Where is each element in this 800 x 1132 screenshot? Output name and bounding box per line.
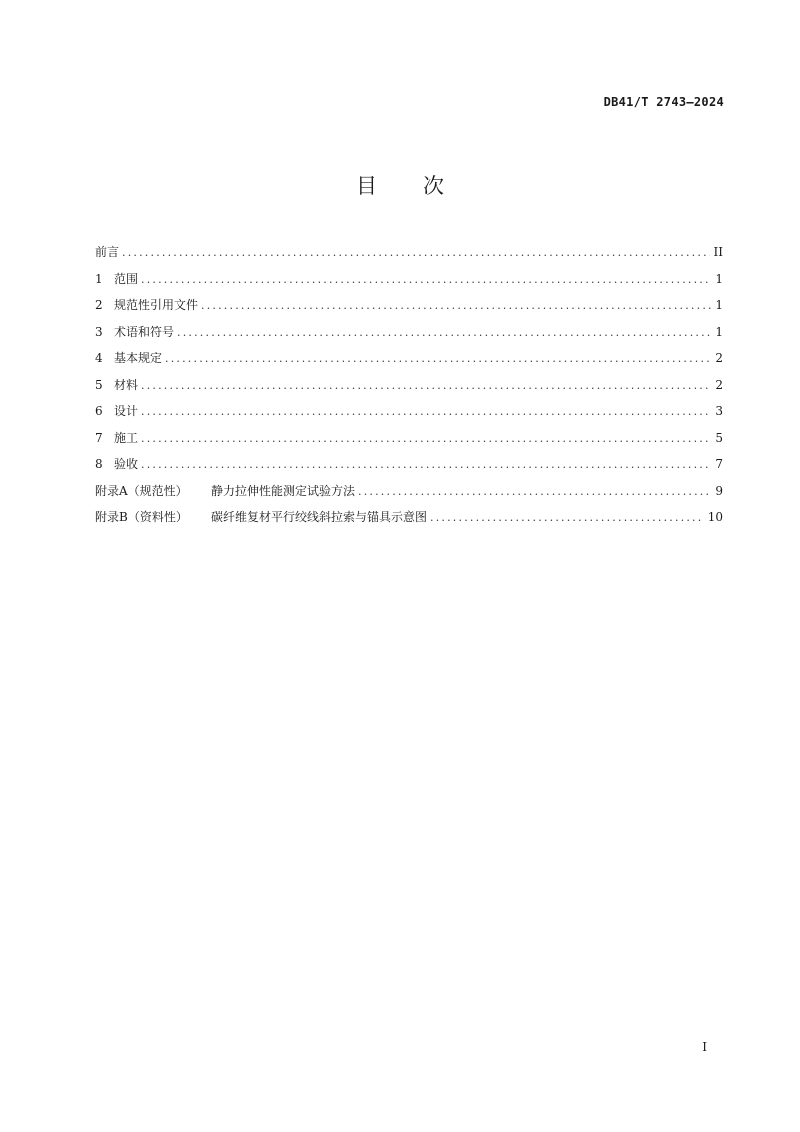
toc-leader-dots <box>141 429 711 449</box>
toc-entry-page: 10 <box>707 510 723 524</box>
table-of-contents <box>95 242 723 534</box>
toc-entry-design[interactable] <box>95 401 723 428</box>
toc-leader-dots <box>177 323 711 343</box>
toc-entry-terms-symbols[interactable] <box>95 322 723 349</box>
toc-entry-number: 8 <box>95 457 103 471</box>
toc-entry-label: 前言 <box>95 245 120 259</box>
toc-leader-dots <box>141 270 711 290</box>
toc-entry-page: II <box>713 245 723 259</box>
toc-leader-dots <box>201 296 711 316</box>
toc-entry-acceptance[interactable] <box>95 454 723 481</box>
toc-entry-page: 2 <box>715 351 723 365</box>
toc-entry-appendix-b[interactable] <box>95 507 723 534</box>
toc-leader-dots <box>430 508 704 528</box>
toc-appendix-title: 静力拉伸性能测定试验方法 <box>211 483 356 498</box>
toc-entry-page: 1 <box>715 324 723 339</box>
toc-leader-dots <box>165 349 711 369</box>
toc-appendix-title: 碳纤维复材平行绞线斜拉索与锚具示意图 <box>211 510 428 524</box>
toc-entry-basic-provisions[interactable] <box>95 348 723 375</box>
toc-appendix-label: 附录B（资料性） <box>95 510 188 524</box>
toc-appendix-label: 附录A（规范性） <box>95 483 188 498</box>
toc-entry-label: 术语和符号 <box>114 324 175 339</box>
toc-entry-scope[interactable] <box>95 269 723 296</box>
toc-entry-construction[interactable] <box>95 428 723 455</box>
toc-entry-label: 施工 <box>114 430 139 445</box>
page-number: I <box>702 1040 707 1054</box>
standard-code: DB41/T 2743—2024 <box>603 95 724 109</box>
toc-leader-dots <box>141 376 711 396</box>
toc-entry-label: 材料 <box>114 377 139 392</box>
toc-entry-page: 2 <box>715 377 723 392</box>
toc-entry-appendix-a[interactable] <box>95 481 723 508</box>
toc-entry-foreword[interactable] <box>95 242 723 269</box>
toc-entry-number: 2 <box>95 298 103 312</box>
toc-entry-label: 规范性引用文件 <box>114 298 199 312</box>
toc-entry-page: 1 <box>715 298 723 312</box>
toc-entry-label: 范围 <box>114 271 139 286</box>
toc-entry-number: 1 <box>95 271 103 286</box>
toc-leader-dots <box>122 243 710 263</box>
toc-leader-dots <box>141 455 711 475</box>
toc-entry-number: 6 <box>95 404 103 418</box>
toc-entry-number: 5 <box>95 377 103 392</box>
toc-entry-page: 3 <box>715 404 723 418</box>
toc-entry-page: 5 <box>715 430 723 445</box>
toc-entry-page: 1 <box>715 271 723 286</box>
toc-entry-number: 4 <box>95 351 103 365</box>
toc-entry-materials[interactable] <box>95 375 723 402</box>
toc-entry-label: 设计 <box>114 404 139 418</box>
toc-leader-dots <box>358 482 711 502</box>
toc-entry-page: 7 <box>715 457 723 471</box>
toc-entry-normative-references[interactable] <box>95 295 723 322</box>
toc-entry-number: 3 <box>95 324 103 339</box>
toc-entry-page: 9 <box>715 483 723 498</box>
page-title: 目次 <box>356 174 490 198</box>
toc-entry-label: 验收 <box>114 457 139 471</box>
toc-entry-number: 7 <box>95 430 103 445</box>
toc-entry-label: 基本规定 <box>114 351 163 365</box>
toc-leader-dots <box>141 402 711 422</box>
